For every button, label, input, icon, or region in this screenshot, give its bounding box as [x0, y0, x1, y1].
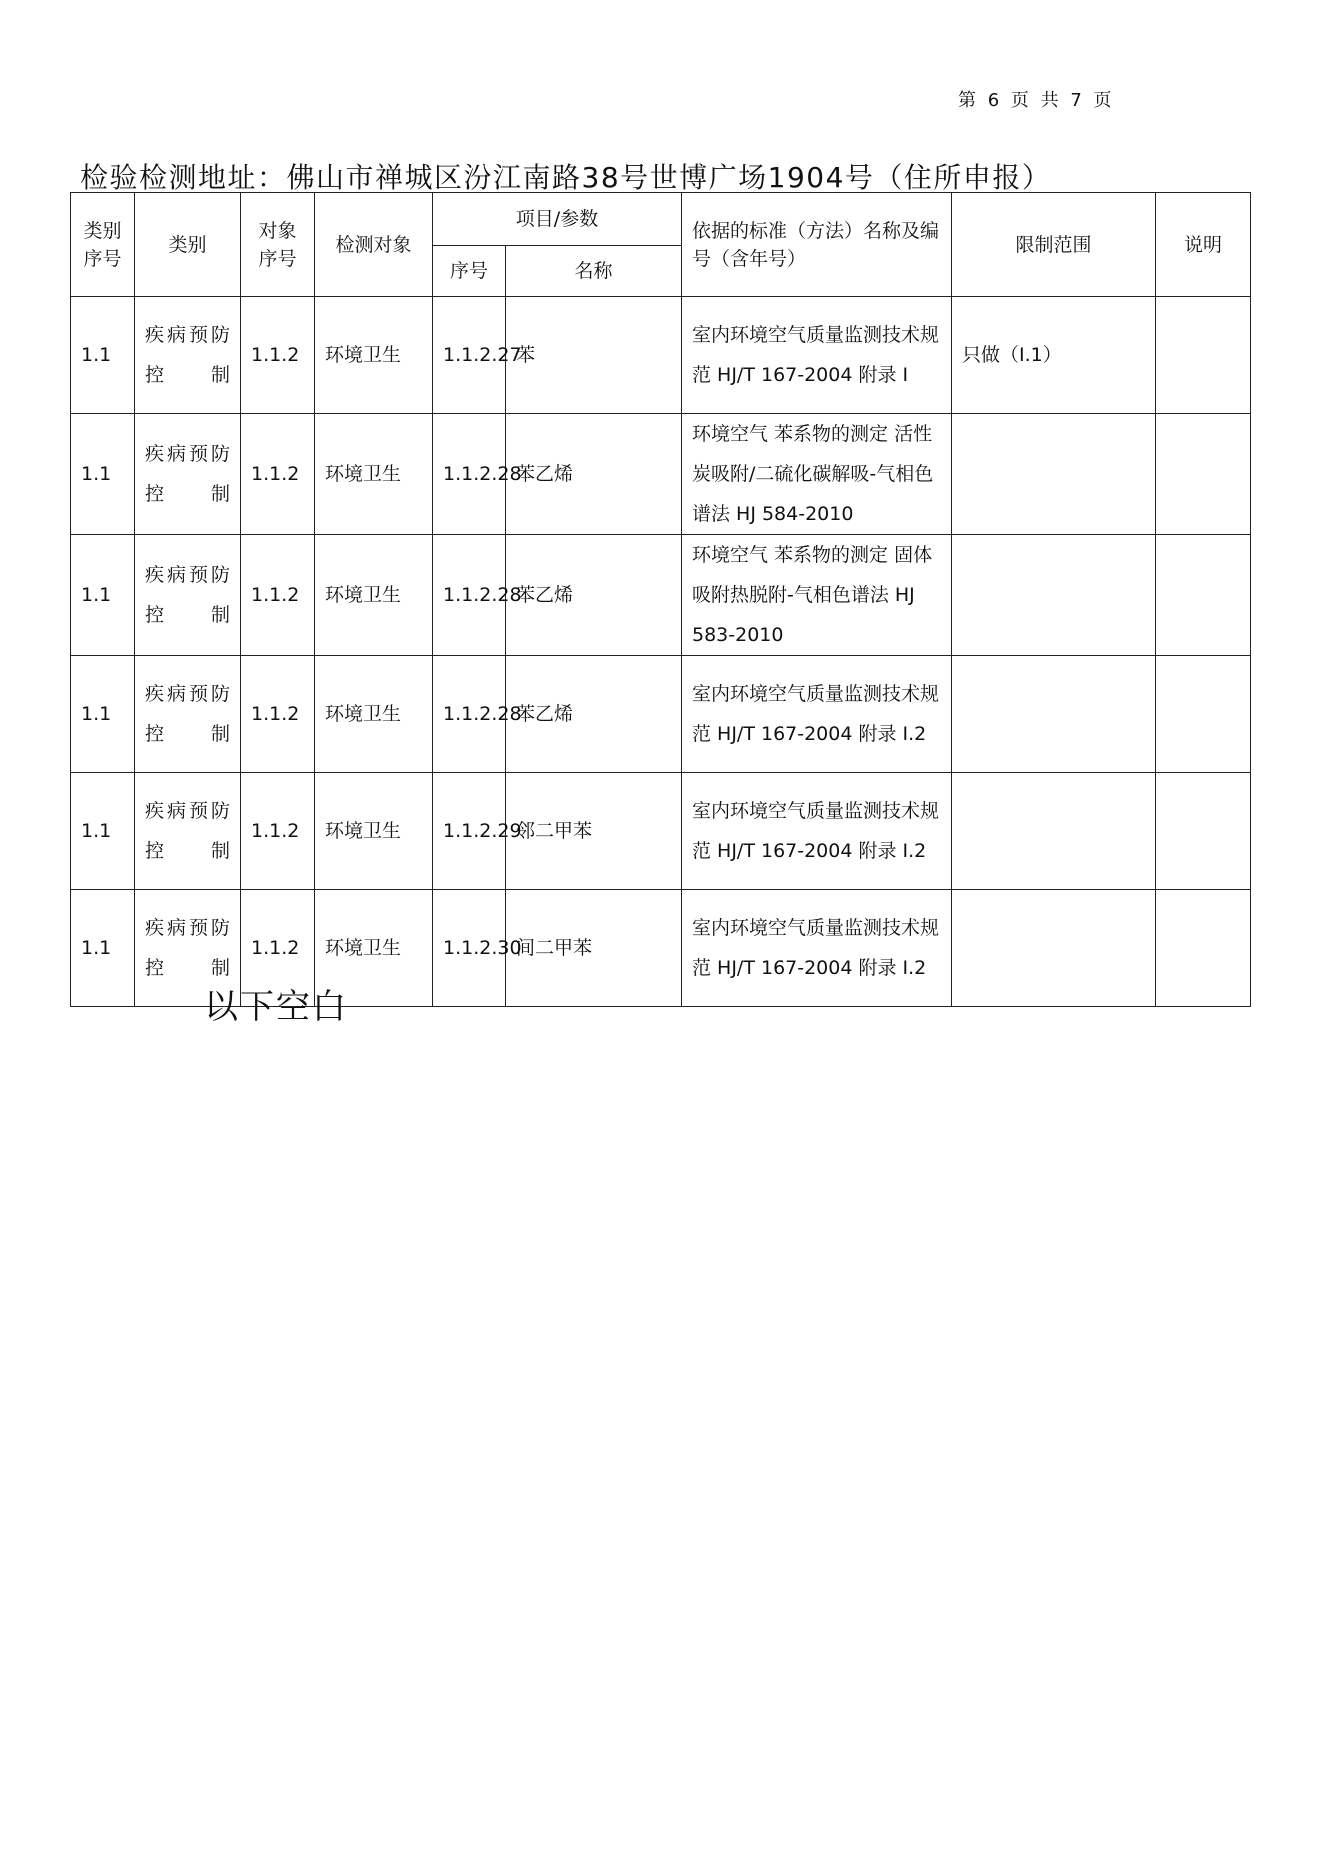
cell-item-name: 苯乙烯	[506, 656, 682, 773]
cell-item-name: 邻二甲苯	[506, 773, 682, 890]
cell-category: 疾病预防控制	[135, 297, 241, 414]
cell-category: 疾病预防控制	[135, 656, 241, 773]
cell-item-name: 间二甲苯	[506, 890, 682, 1007]
cell-limit	[952, 773, 1156, 890]
header-standard: 依据的标准（方法）名称及编号（含年号）	[682, 193, 952, 297]
cell-category-no: 1.1	[71, 773, 135, 890]
header-object-no: 对象序号	[241, 193, 315, 297]
cell-note	[1156, 297, 1251, 414]
table-row	[71, 414, 1251, 535]
header-test-object: 检测对象	[315, 193, 433, 297]
cell-item-no: 1.1.2.27	[433, 297, 506, 414]
cell-category: 疾病预防控制	[135, 414, 241, 535]
cell-item-no: 1.1.2.29	[433, 773, 506, 890]
cell-limit: 只做（I.1）	[952, 297, 1156, 414]
cell-category: 疾病预防控制	[135, 890, 241, 1007]
table-header	[71, 193, 1251, 297]
header-item-no: 序号	[433, 246, 506, 297]
table-row	[71, 297, 1251, 414]
header-limit: 限制范围	[952, 193, 1156, 297]
cell-category-no: 1.1	[71, 656, 135, 773]
page-number: 第 6 页 共 7 页	[958, 90, 1115, 111]
cell-item-name: 苯乙烯	[506, 414, 682, 535]
cell-object-no: 1.1.2	[241, 414, 315, 535]
cell-object-no: 1.1.2	[241, 297, 315, 414]
cell-object-no: 1.1.2	[241, 773, 315, 890]
header-item-name: 名称	[506, 246, 682, 297]
cell-item-name: 苯乙烯	[506, 535, 682, 656]
blank-below-note: 以下空白	[204, 987, 348, 1027]
cell-item-name: 苯	[506, 297, 682, 414]
cell-limit	[952, 535, 1156, 656]
cell-test-object: 环境卫生	[315, 890, 433, 1007]
cell-category-no: 1.1	[71, 414, 135, 535]
cell-note	[1156, 773, 1251, 890]
cell-test-object: 环境卫生	[315, 535, 433, 656]
cell-note	[1156, 414, 1251, 535]
cell-standard: 室内环境空气质量监测技术规范 HJ/T 167-2004 附录 I.2	[682, 890, 952, 1007]
cell-test-object: 环境卫生	[315, 297, 433, 414]
scope-table	[70, 192, 1251, 1007]
cell-object-no: 1.1.2	[241, 656, 315, 773]
table-row	[71, 535, 1251, 656]
cell-category: 疾病预防控制	[135, 773, 241, 890]
cell-note	[1156, 535, 1251, 656]
cell-item-no: 1.1.2.28	[433, 656, 506, 773]
cell-category-no: 1.1	[71, 890, 135, 1007]
header-item-param: 项目/参数	[433, 193, 682, 246]
cell-test-object: 环境卫生	[315, 773, 433, 890]
cell-item-no: 1.1.2.30	[433, 890, 506, 1007]
cell-note	[1156, 656, 1251, 773]
header-category-no: 类别序号	[71, 193, 135, 297]
table-body	[71, 297, 1251, 1007]
cell-object-no: 1.1.2	[241, 535, 315, 656]
cell-limit	[952, 890, 1156, 1007]
cell-standard: 环境空气 苯系物的测定 活性炭吸附/二硫化碳解吸-气相色谱法 HJ 584-2010	[682, 414, 952, 535]
cell-standard: 室内环境空气质量监测技术规范 HJ/T 167-2004 附录 I.2	[682, 773, 952, 890]
cell-item-no: 1.1.2.28	[433, 535, 506, 656]
cell-standard: 室内环境空气质量监测技术规范 HJ/T 167-2004 附录 I.2	[682, 656, 952, 773]
header-category: 类别	[135, 193, 241, 297]
cell-limit	[952, 656, 1156, 773]
address-line: 检验检测地址：佛山市禅城区汾江南路38号世博广场1904号（住所申报）	[80, 161, 1052, 194]
cell-category-no: 1.1	[71, 297, 135, 414]
header-note: 说明	[1156, 193, 1251, 297]
cell-test-object: 环境卫生	[315, 656, 433, 773]
cell-standard: 环境空气 苯系物的测定 固体吸附热脱附-气相色谱法 HJ 583-2010	[682, 535, 952, 656]
table-row	[71, 773, 1251, 890]
cell-item-no: 1.1.2.28	[433, 414, 506, 535]
cell-category: 疾病预防控制	[135, 535, 241, 656]
cell-category-no: 1.1	[71, 535, 135, 656]
cell-object-no: 1.1.2	[241, 890, 315, 1007]
cell-test-object: 环境卫生	[315, 414, 433, 535]
cell-note	[1156, 890, 1251, 1007]
cell-limit	[952, 414, 1156, 535]
table-row	[71, 656, 1251, 773]
cell-standard: 室内环境空气质量监测技术规范 HJ/T 167-2004 附录 I	[682, 297, 952, 414]
